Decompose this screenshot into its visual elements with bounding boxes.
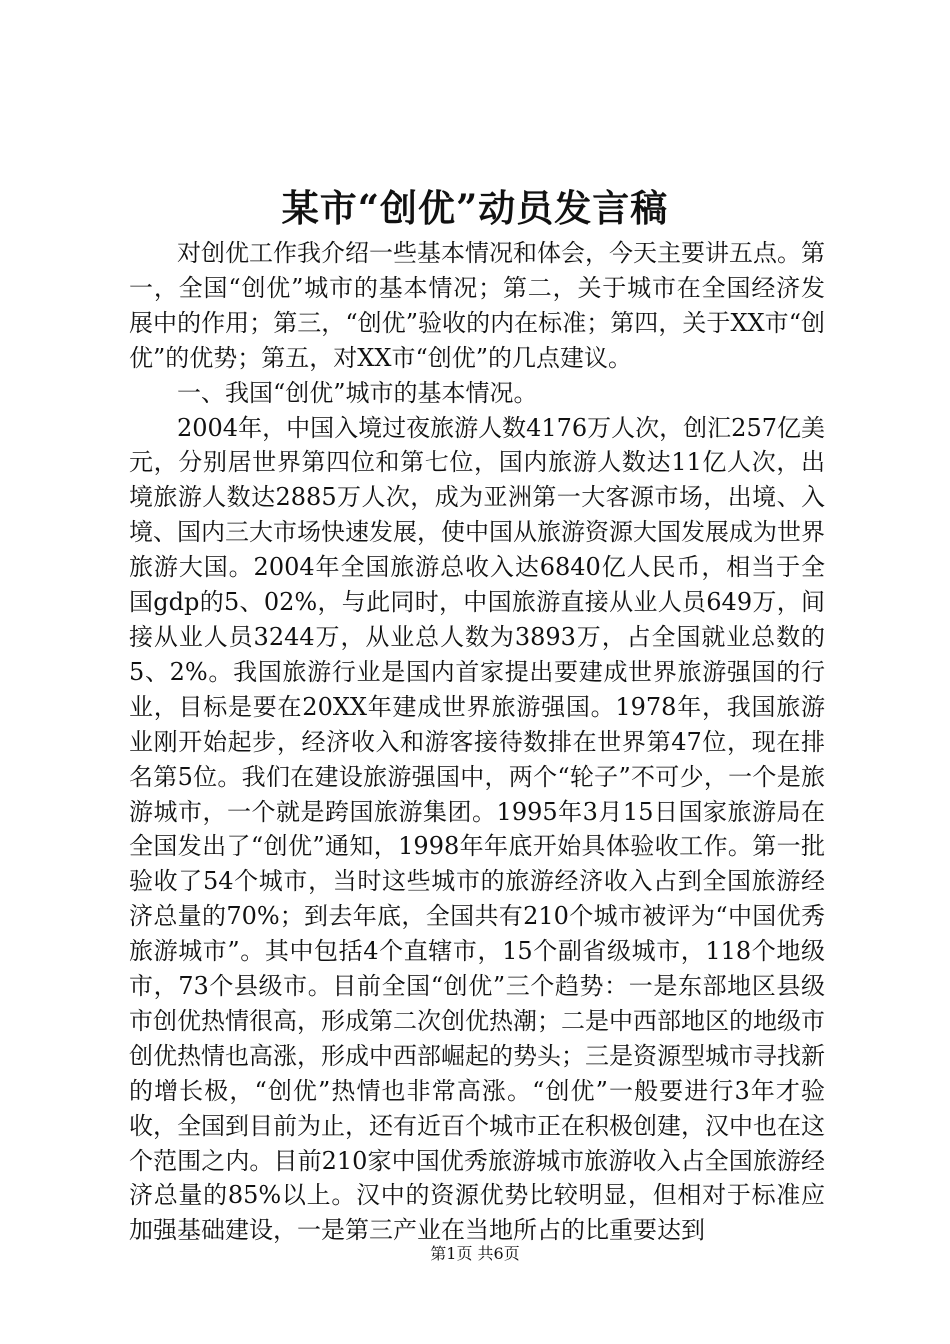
page-footer: 第1页 共6页: [430, 1244, 520, 1263]
document-title: 某市“创优”动员发言稿: [281, 186, 669, 230]
paragraph-section-heading: 一、我国“创优”城市的基本情况。: [177, 378, 538, 407]
document-body: [129, 236, 825, 1248]
paragraph-statistics: 2004年，中国入境过夜旅游人数4176万人次，创汇257亿美元，分别居世界第四位和第七位，国内旅游人数达11亿人次，出境旅游人数达2885万人次，成为亚洲第一大客源市场，出境、入境、国内三大市场快速发展，使中国从旅游资源大国发展成为世界旅游大国。2004年全国旅游总收入达6840亿人民币，相当于全国gdp的5、02%，与此同时，中国旅游直接从业人员649万，间接从业人员3244万，从业总人数为3893万，占全国就业总数的5、2%。我国旅游行业是国内首家提出要建成世界旅游强国的行业，目标是要在20XX年建成世界旅游强国。1978年，我国旅游业刚开始起步，经济收入和游客接待数排在世界第47位，现在排名第5位。我们在建设旅游强国中，两个“轮子”不可少，一个是旅游城市，一个就是跨国旅游集团。1995年3月15日国家旅游局在全国发出了“创优”通知，1998年年底开始具体验收工作。第一批验收了54个城市，当时这些城市的旅游经济收入占到全国旅游经济总量的70%；到去年底，全国共有210个城市被评为“中国优秀旅游城市”。其中包括4个直辖市，15个副省级城市，118个地级市，73个县级市。目前全国“创优”三个趋势：一是东部地区县级市创优热情很高，形成第二次创优热潮；二是中西部地区的地级市创优热情也高涨，形成中西部崛起的势头；三是资源型城市寻找新的增长极，“创优”热情也非常高涨。“创优”一般要进行3年才验收，全国到目前为止，还有近百个城市正在积极创建，汉中也在这个范围之内。目前210家中国优秀旅游城市旅游收入占全国旅游经济总量的85%以上。汉中的资源优势比较明显，但相对于标准应加强基础建设，一是第三产业在当地所占的比重要达到: [129, 413, 825, 1245]
paragraph-intro: 对创优工作我介绍一些基本情况和体会，今天主要讲五点。第一，全国“创优”城市的基本情况；第二，关于城市在全国经济发展中的作用；第三，“创优”验收的内在标准；第四，关于XX市“创优”的优势；第五，对XX市“创优”的几点建议。: [129, 239, 825, 372]
